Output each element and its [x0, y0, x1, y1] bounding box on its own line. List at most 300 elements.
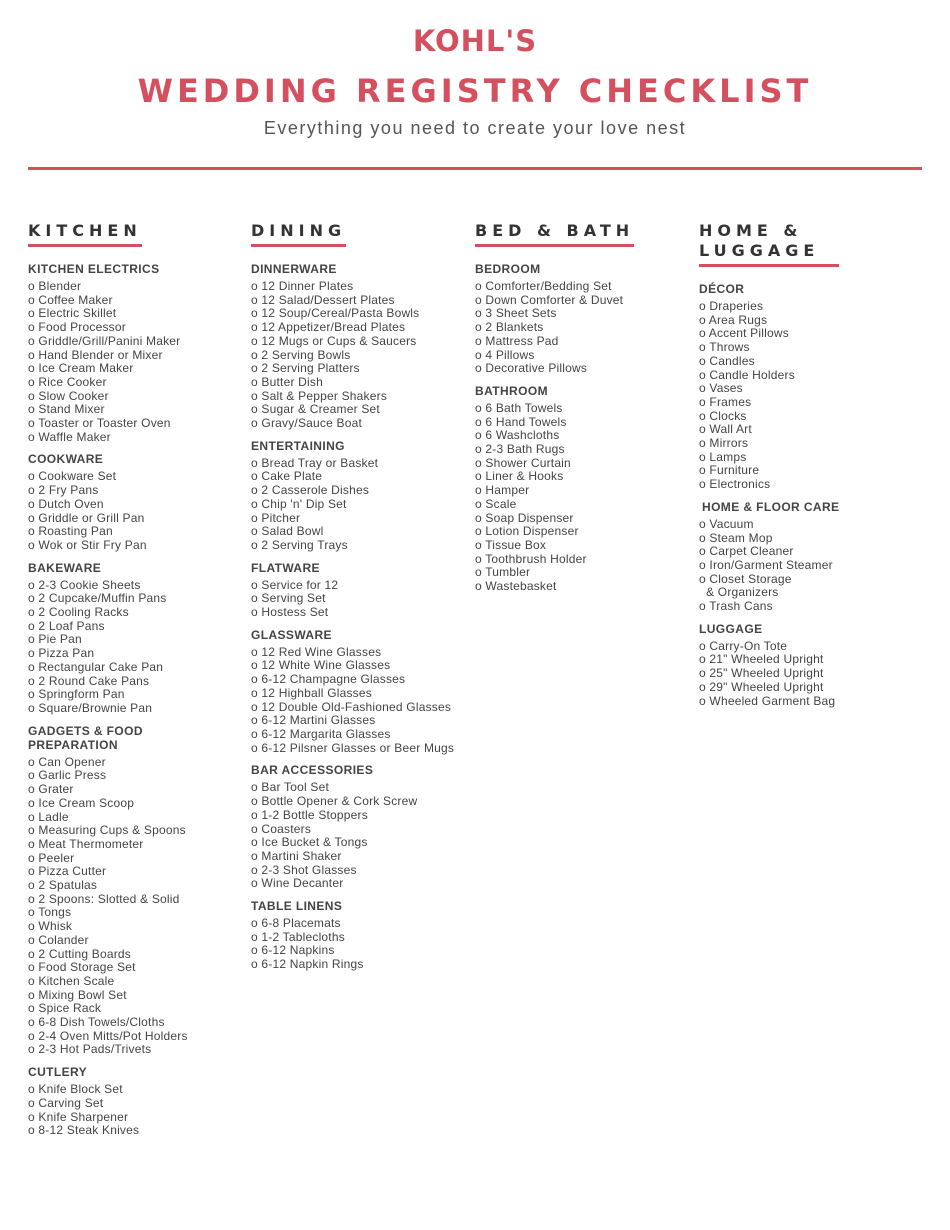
item-label: Clocks [709, 408, 747, 423]
checklist-item [699, 532, 917, 546]
checklist-item [28, 769, 246, 783]
checklist-item [28, 1083, 246, 1097]
checkbox-circle-icon: o [28, 687, 35, 702]
checkbox-circle-icon: o [28, 333, 35, 348]
checklist-item [699, 423, 917, 437]
checkbox-circle-icon: o [699, 557, 706, 572]
section-title: DÉCOR [699, 282, 745, 296]
item-label: 1-2 Bottle Stoppers [261, 807, 368, 822]
checklist-item [251, 809, 469, 823]
checklist-item [28, 633, 246, 647]
checklist-item [251, 714, 469, 728]
checklist-item [28, 280, 246, 294]
checkbox-circle-icon: o [28, 618, 35, 633]
item-label: Mirrors [709, 436, 749, 451]
section-title: CUTLERY [28, 1065, 88, 1080]
section-title: FLATWARE [251, 560, 320, 575]
checkbox-circle-icon: o [251, 605, 258, 620]
page-title: WEDDING REGISTRY CHECKLIST [137, 72, 813, 110]
checkbox-circle-icon: o [28, 292, 35, 307]
checklist-item [475, 362, 693, 376]
item-label: 12 Appetizer/Bread Plates [261, 320, 406, 335]
item-label: 2 Blankets [485, 320, 544, 335]
checkbox-circle-icon: o [475, 496, 482, 511]
column-heading: HOME & LUGGAGE [699, 221, 839, 267]
checkbox-circle-icon: o [28, 632, 35, 647]
checklist-item [28, 1016, 246, 1030]
checklist-item [475, 321, 693, 335]
item-label: Wok or Stir Fry Pan [38, 537, 147, 552]
item-label: Meat Thermometer [38, 836, 144, 851]
item-label: Wheeled Garment Bag [709, 693, 836, 708]
checkbox-circle-icon: o [28, 591, 35, 606]
checklist-item [699, 653, 917, 667]
checkbox-circle-icon: o [251, 577, 258, 592]
checkbox-circle-icon: o [28, 768, 35, 783]
section-title: KITCHEN ELECTRICS [28, 262, 160, 276]
checkbox-circle-icon: o [28, 1109, 35, 1124]
checkbox-circle-icon: o [699, 436, 706, 451]
item-label: 12 Soup/Cereal/Pasta Bowls [261, 306, 420, 321]
checklist-item [28, 539, 246, 553]
item-label: Closet Storage & Organizers [706, 571, 792, 600]
checkbox-circle-icon: o [28, 973, 35, 988]
checkbox-circle-icon: o [251, 699, 258, 714]
item-label: Colander [38, 932, 89, 947]
checkbox-circle-icon: o [475, 483, 482, 498]
column-heading: BED & BATH [475, 221, 634, 247]
checklist-item [251, 606, 469, 620]
checkbox-circle-icon: o [28, 919, 35, 934]
checklist-item [28, 390, 246, 404]
item-label: 6-12 Margarita Glasses [261, 726, 391, 741]
section-bar-accessories [251, 763, 469, 891]
item-label: Toaster or Toaster Oven [38, 416, 171, 431]
item-label: Frames [709, 394, 752, 409]
item-label: Ice Cream Maker [38, 361, 134, 376]
item-label: Carry-On Tote [709, 638, 788, 653]
checkbox-circle-icon: o [28, 673, 35, 688]
checklist-item [28, 756, 246, 770]
item-label: 6-12 Champagne Glasses [261, 672, 406, 687]
checklist-item [28, 906, 246, 920]
checklist-item [475, 512, 693, 526]
checkbox-circle-icon: o [251, 388, 258, 403]
checkbox-circle-icon: o [475, 579, 482, 594]
item-label: Steam Mop [709, 530, 773, 545]
checklist-item [475, 307, 693, 321]
checklist-item [251, 457, 469, 471]
checkbox-circle-icon: o [251, 685, 258, 700]
checkbox-circle-icon: o [28, 946, 35, 961]
checklist-item [699, 300, 917, 314]
item-label: Rice Cooker [38, 374, 107, 389]
checkbox-circle-icon: o [251, 835, 258, 850]
checkbox-circle-icon: o [28, 361, 35, 376]
item-label: 21" Wheeled Upright [709, 652, 824, 667]
checkbox-circle-icon: o [251, 807, 258, 822]
checkbox-circle-icon: o [28, 320, 35, 335]
checklist-item [475, 580, 693, 594]
checkbox-circle-icon: o [28, 1015, 35, 1030]
checkbox-circle-icon: o [28, 823, 35, 838]
checkbox-circle-icon: o [475, 279, 482, 293]
item-label: Coasters [261, 821, 312, 836]
checklist-item [251, 484, 469, 498]
checklist-item [28, 1124, 246, 1138]
checklist-item [28, 879, 246, 893]
checkbox-circle-icon: o [28, 1082, 35, 1097]
checklist-item [28, 349, 246, 363]
checklist-item [28, 376, 246, 390]
item-label: Food Storage Set [38, 960, 136, 975]
checkbox-circle-icon: o [699, 312, 706, 327]
checklist-item [251, 864, 469, 878]
section-title: GLASSWARE [251, 627, 332, 642]
checkbox-circle-icon: o [28, 646, 35, 661]
item-label: Pie Pan [38, 632, 82, 647]
checkbox-circle-icon: o [28, 510, 35, 525]
checkbox-circle-icon: o [28, 537, 35, 552]
checkbox-circle-icon: o [28, 782, 35, 797]
checkbox-circle-icon: o [699, 422, 706, 437]
checklist-item [251, 417, 469, 431]
checklist-item [251, 470, 469, 484]
item-label: Dutch Oven [38, 496, 104, 511]
item-label: Throws [709, 340, 750, 355]
header-divider [28, 167, 922, 170]
item-label: Tongs [38, 905, 72, 920]
checklist-item [699, 355, 917, 369]
item-label: Toothbrush Holder [485, 551, 587, 566]
item-label: Roasting Pan [38, 524, 113, 539]
checkbox-circle-icon: o [28, 402, 35, 417]
checklist-item [475, 566, 693, 580]
item-label: Iron/Garment Steamer [709, 557, 833, 572]
item-label: Can Opener [38, 754, 106, 769]
section-bathroom [475, 384, 693, 594]
item-label: Bar Tool Set [261, 780, 329, 795]
item-label: Ice Cream Scoop [38, 795, 135, 810]
item-label: Peeler [38, 850, 75, 865]
checkbox-circle-icon: o [699, 544, 706, 559]
checkbox-circle-icon: o [475, 510, 482, 525]
checklist-item [475, 457, 693, 471]
checklist-item [28, 592, 246, 606]
item-label: Wine Decanter [261, 876, 344, 891]
checklist-item [475, 294, 693, 308]
checklist-item [475, 525, 693, 539]
checkbox-circle-icon: o [28, 878, 35, 893]
checkbox-circle-icon: o [475, 292, 482, 307]
checkbox-circle-icon: o [699, 367, 706, 382]
checkbox-circle-icon: o [28, 347, 35, 362]
checkbox-circle-icon: o [699, 599, 706, 614]
checklist-item [28, 307, 246, 321]
checklist-item [28, 321, 246, 335]
checkbox-circle-icon: o [251, 876, 258, 891]
checklist-item [251, 335, 469, 349]
item-label: Lotion Dispenser [485, 524, 579, 539]
item-label: 29" Wheeled Upright [709, 679, 824, 694]
item-label: 3 Sheet Sets [485, 306, 557, 321]
checklist-item [28, 1002, 246, 1016]
checkbox-circle-icon: o [475, 524, 482, 539]
checklist-item [475, 443, 693, 457]
checkbox-circle-icon: o [251, 672, 258, 687]
item-label: 6-12 Napkin Rings [261, 957, 364, 972]
checklist-item [28, 675, 246, 689]
checklist-item [251, 742, 469, 756]
checkbox-circle-icon: o [28, 1001, 35, 1016]
item-label: Carving Set [38, 1095, 104, 1110]
checkbox-circle-icon: o [251, 374, 258, 389]
checkbox-circle-icon: o [475, 442, 482, 457]
checkbox-circle-icon: o [251, 279, 258, 293]
section-glassware [251, 628, 469, 756]
checkbox-circle-icon: o [28, 469, 35, 484]
checkbox-circle-icon: o [251, 943, 258, 958]
checklist-item [251, 592, 469, 606]
item-label: Pizza Cutter [38, 864, 107, 879]
checkbox-circle-icon: o [28, 496, 35, 511]
item-label: 6-12 Pilsner Glasses or Beer Mugs [261, 740, 455, 755]
checkbox-circle-icon: o [251, 537, 258, 552]
item-label: 2 Spatulas [38, 878, 98, 893]
checklist-item [475, 484, 693, 498]
item-label: 2 Spoons: Slotted & Solid [38, 891, 180, 906]
item-label: Decorative Pillows [485, 361, 588, 376]
checklist-item [28, 688, 246, 702]
checklist-item [28, 797, 246, 811]
checklist-item [28, 948, 246, 962]
section-gadgets-food-preparation [28, 724, 246, 1057]
checklist-item [251, 850, 469, 864]
checkbox-circle-icon: o [251, 455, 258, 470]
item-label: Waffle Maker [38, 429, 111, 444]
item-label: Salad Bowl [261, 524, 324, 539]
checklist-item [251, 390, 469, 404]
item-label: Lamps [709, 449, 747, 464]
brand-logo: KOHL'S [412, 24, 538, 58]
item-label: 2-4 Oven Mitts/Pot Holders [38, 1028, 188, 1043]
item-label: Furniture [709, 463, 760, 478]
item-label: Tumbler [485, 565, 531, 580]
column-heading: KITCHEN [28, 221, 142, 247]
checkbox-circle-icon: o [699, 299, 706, 313]
checklist-item [251, 525, 469, 539]
checkbox-circle-icon: o [251, 416, 258, 431]
checkbox-circle-icon: o [475, 347, 482, 362]
item-label: Vases [709, 381, 743, 396]
checklist-item [699, 640, 917, 654]
checklist-item [699, 464, 917, 478]
section-cutlery [28, 1065, 246, 1138]
checklist-item [28, 934, 246, 948]
checklist-item [28, 1043, 246, 1057]
checklist-item [28, 512, 246, 526]
item-label: Carpet Cleaner [709, 544, 794, 559]
section-cookware [28, 452, 246, 552]
checklist-item [251, 917, 469, 931]
checkbox-circle-icon: o [475, 469, 482, 484]
section-title: COOKWARE [28, 452, 104, 467]
item-label: Cookware Set [38, 469, 117, 484]
checklist-item [28, 865, 246, 879]
checkbox-circle-icon: o [28, 388, 35, 403]
checklist-item [475, 402, 693, 416]
item-label: 4 Pillows [485, 347, 535, 362]
checklist-item [699, 681, 917, 695]
item-label: 12 Red Wine Glasses [261, 644, 382, 659]
checkbox-circle-icon: o [28, 905, 35, 920]
item-label: 2 Serving Bowls [261, 347, 351, 362]
item-label: 6 Washcloths [485, 428, 560, 443]
checklist-item [251, 958, 469, 972]
checklist-item [699, 437, 917, 451]
checklist-item [28, 525, 246, 539]
checkbox-circle-icon: o [699, 693, 706, 708]
checklist-item [251, 280, 469, 294]
checkbox-circle-icon: o [251, 644, 258, 659]
checklist-item [28, 579, 246, 593]
checklist-item [28, 362, 246, 376]
item-label: Serving Set [261, 591, 326, 606]
item-label: Candles [709, 353, 755, 368]
checklist-item [28, 783, 246, 797]
checkbox-circle-icon: o [475, 455, 482, 470]
item-label: Vacuum [709, 516, 754, 531]
checkbox-circle-icon: o [251, 347, 258, 362]
checkbox-circle-icon: o [251, 320, 258, 335]
checkbox-circle-icon: o [28, 429, 35, 444]
checkbox-circle-icon: o [251, 524, 258, 539]
item-label: Coffee Maker [38, 292, 113, 307]
section-title: BAKEWARE [28, 560, 102, 575]
checkbox-circle-icon: o [699, 477, 706, 492]
checklist-item [699, 667, 917, 681]
item-label: Accent Pillows [708, 326, 789, 341]
column-kitchen [28, 221, 246, 1146]
checkbox-circle-icon: o [475, 551, 482, 566]
checkbox-circle-icon: o [475, 306, 482, 321]
item-label: Spice Rack [38, 1001, 102, 1016]
item-label: Trash Cans [709, 599, 773, 614]
item-label: 2-3 Cookie Sheets [38, 577, 141, 592]
checklist-item [251, 728, 469, 742]
checklist-item [475, 335, 693, 349]
checklist-item [251, 673, 469, 687]
checkbox-circle-icon: o [251, 496, 258, 511]
checklist-item [475, 498, 693, 512]
item-label: Food Processor [38, 320, 126, 335]
section-title: TABLE LINENS [251, 899, 343, 914]
section-dinnerware [251, 262, 469, 431]
item-label: Salt & Pepper Shakers [261, 388, 388, 403]
checklist-item [699, 451, 917, 465]
section-title: DINNERWARE [251, 262, 337, 276]
item-label: Shower Curtain [485, 455, 571, 470]
checklist-item [28, 431, 246, 445]
checkbox-circle-icon: o [251, 862, 258, 877]
checkbox-circle-icon: o [28, 577, 35, 592]
checklist-item [699, 545, 917, 559]
checkbox-circle-icon: o [475, 414, 482, 429]
section-title: ENTERTAINING [251, 438, 345, 453]
item-label: Draperies [709, 299, 764, 313]
item-label: 8-12 Steak Knives [38, 1123, 140, 1138]
item-label: 1-2 Tablecloths [261, 929, 345, 944]
checkbox-circle-icon: o [699, 326, 706, 341]
checkbox-circle-icon: o [28, 374, 35, 389]
item-label: 2-3 Bath Rugs [485, 442, 565, 457]
item-label: Springform Pan [38, 687, 125, 702]
checklist-item [475, 416, 693, 430]
checklist-item [475, 429, 693, 443]
section-title: LUGGAGE [699, 621, 763, 636]
item-label: Slow Cooker [38, 388, 109, 403]
checkbox-circle-icon: o [251, 402, 258, 417]
item-label: Candle Holders [709, 367, 795, 382]
checkbox-circle-icon: o [28, 659, 35, 674]
column-heading: DINING [251, 221, 346, 247]
item-label: 6-12 Martini Glasses [261, 713, 376, 728]
checklist-item [699, 478, 917, 492]
checkbox-circle-icon: o [699, 394, 706, 409]
checklist-item [475, 349, 693, 363]
checklist-item [28, 702, 246, 716]
checkbox-circle-icon: o [699, 463, 706, 478]
checklist-item [699, 600, 917, 614]
checkbox-circle-icon: o [28, 483, 35, 498]
checkbox-circle-icon: o [28, 279, 35, 293]
item-label: Knife Sharpener [38, 1109, 129, 1124]
checklist-item [251, 512, 469, 526]
checkbox-circle-icon: o [699, 652, 706, 667]
section-entertaining [251, 439, 469, 553]
item-label: 2 Serving Trays [261, 537, 348, 552]
checkbox-circle-icon: o [28, 754, 35, 769]
item-label: Chip 'n' Dip Set [261, 496, 347, 511]
item-label: Tissue Box [485, 537, 547, 552]
item-label: Stand Mixer [38, 402, 105, 417]
item-label: Martini Shaker [261, 848, 342, 863]
checkbox-circle-icon: o [251, 821, 258, 836]
checklist-item [699, 314, 917, 328]
checklist-item [475, 553, 693, 567]
item-label: Liner & Hooks [485, 469, 564, 484]
checkbox-circle-icon: o [28, 416, 35, 431]
checklist-item [28, 893, 246, 907]
checklist-item [251, 362, 469, 376]
item-label: Ice Bucket & Tongs [261, 835, 368, 850]
checkbox-circle-icon: o [28, 1028, 35, 1043]
section-luggage [699, 622, 917, 709]
checklist-item [28, 417, 246, 431]
checkbox-circle-icon: o [28, 891, 35, 906]
page-subtitle: Everything you need to create your love nest [263, 118, 687, 138]
item-label: 2-3 Hot Pads/Trivets [38, 1042, 152, 1057]
item-label: Hand Blender or Mixer [38, 347, 163, 362]
checklist-item [475, 470, 693, 484]
item-label: 6-8 Dish Towels/Cloths [38, 1015, 165, 1030]
item-label: Area Rugs [708, 312, 768, 327]
item-label: Garlic Press [38, 768, 107, 783]
item-label: Electric Skillet [38, 306, 117, 321]
item-label: 12 Highball Glasses [261, 685, 372, 700]
checklist-item [251, 701, 469, 715]
checkbox-circle-icon: o [28, 987, 35, 1002]
